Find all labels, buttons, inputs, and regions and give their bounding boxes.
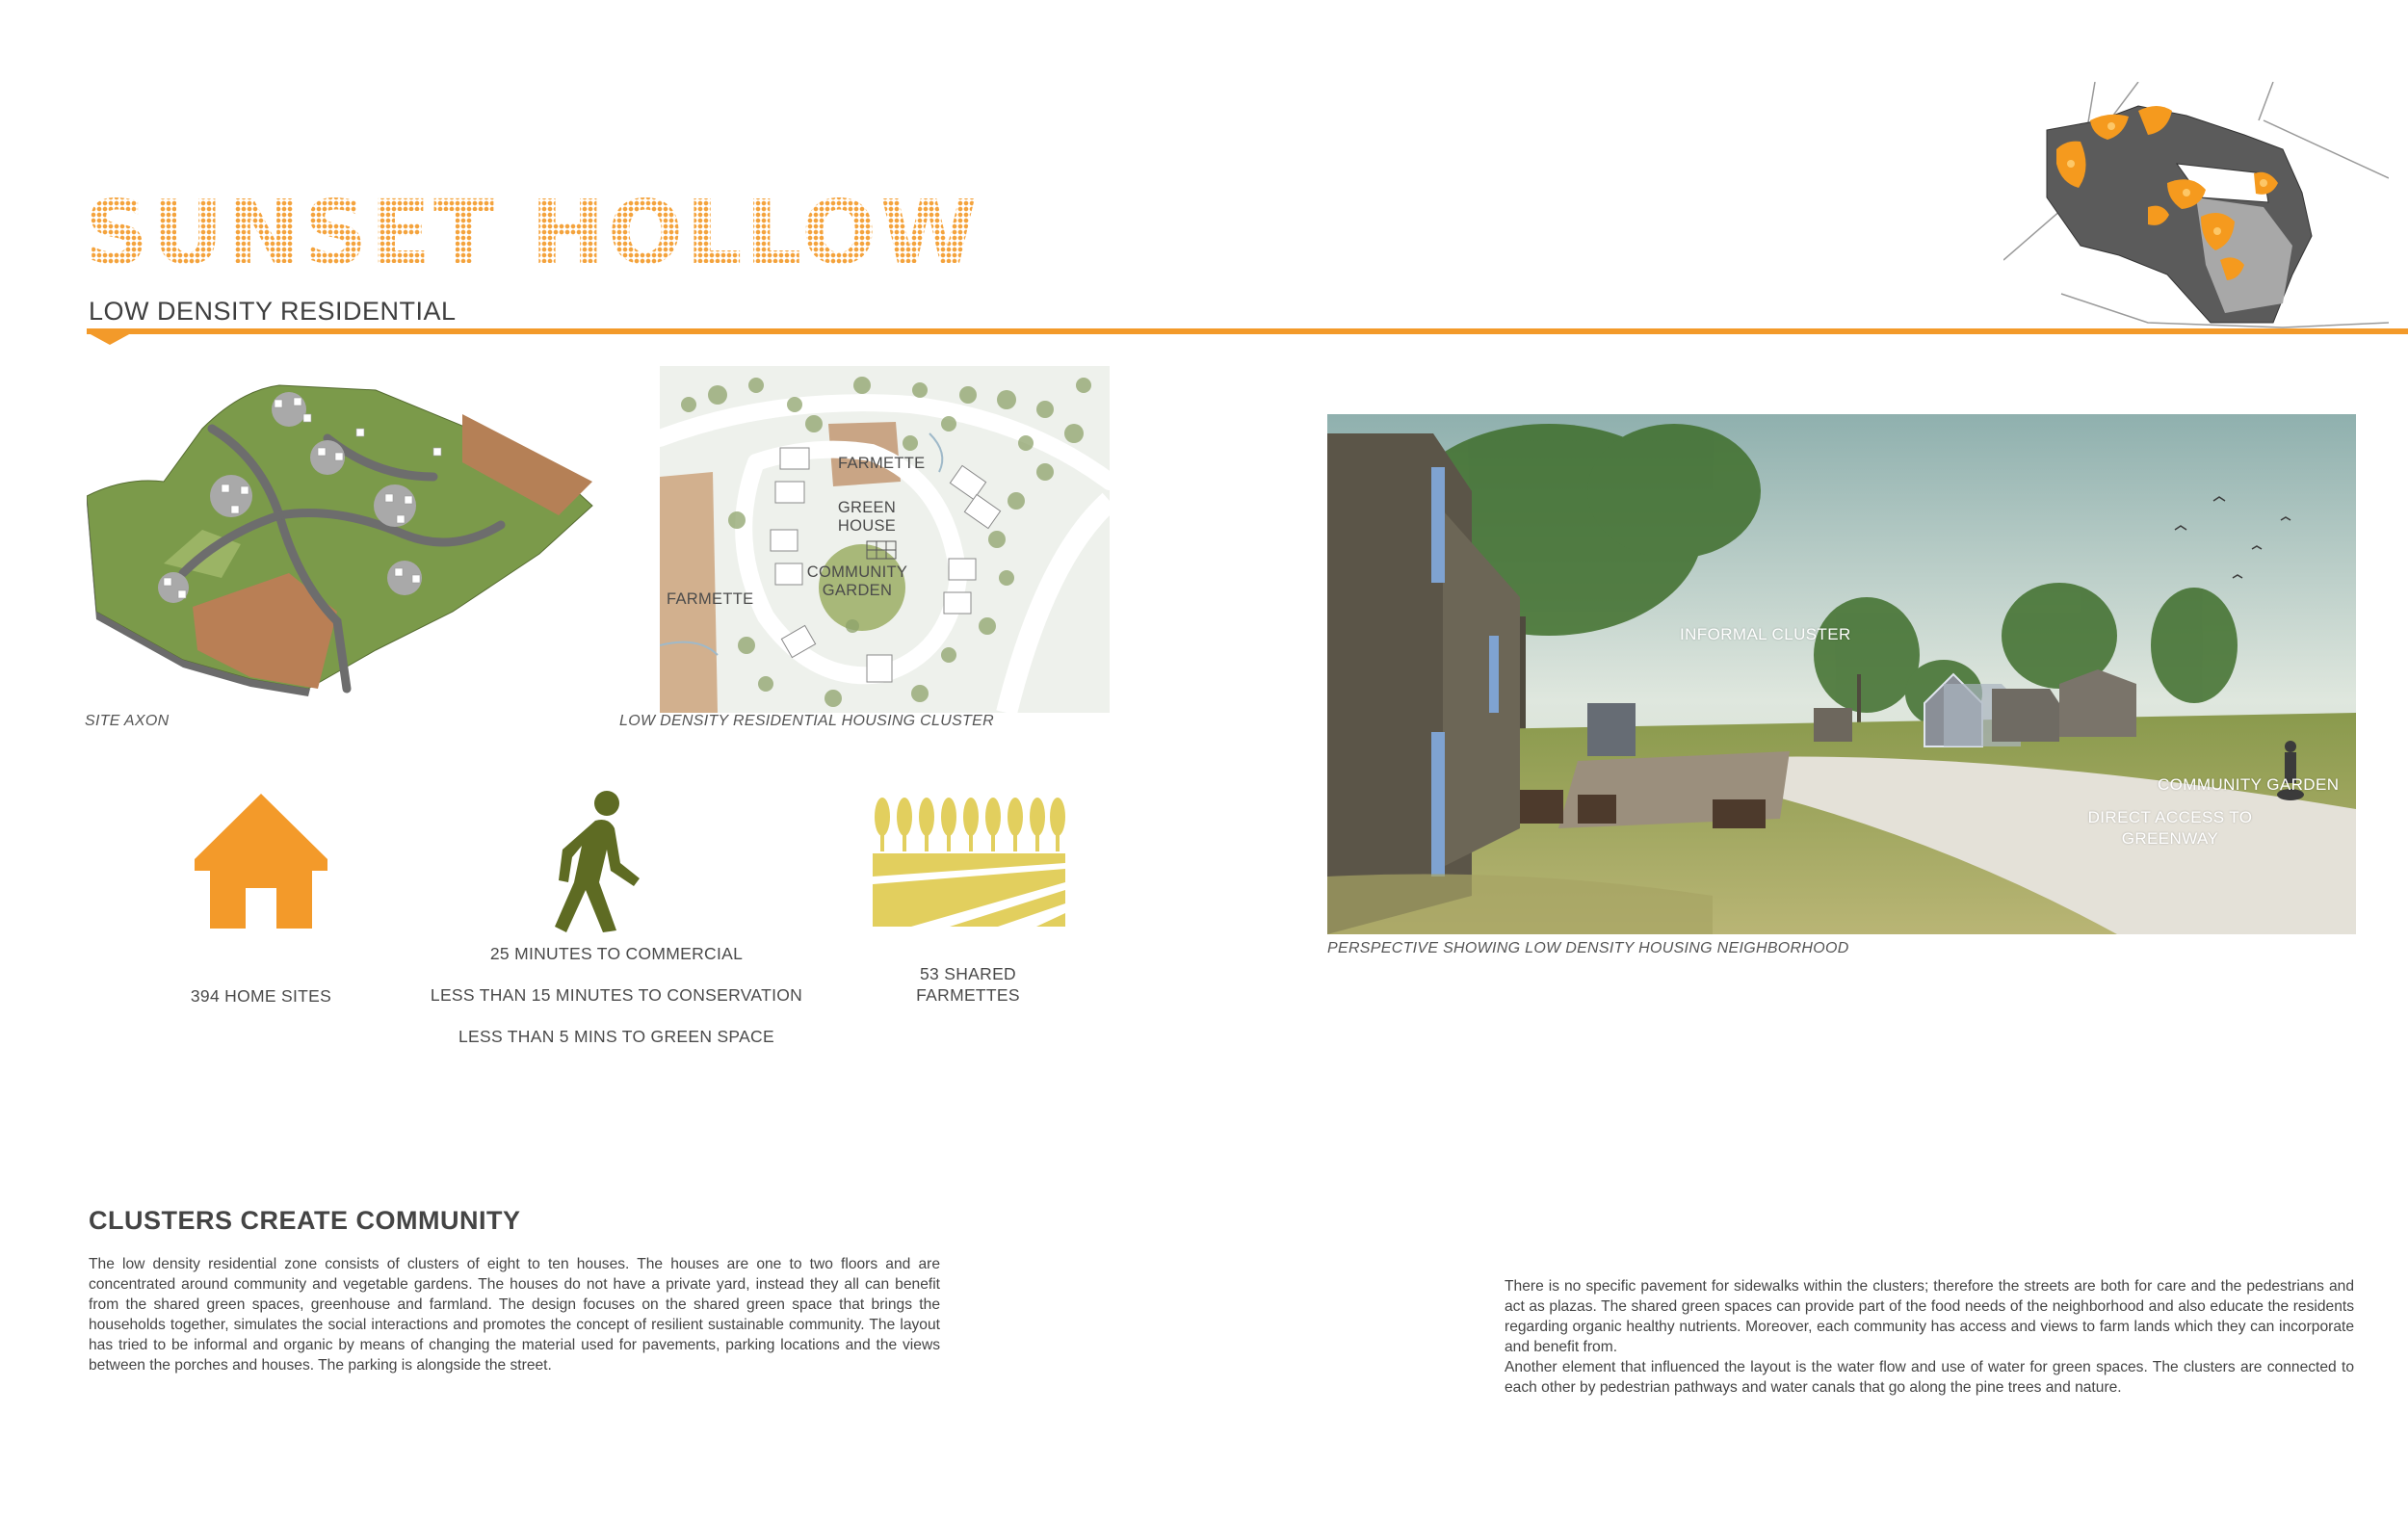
page-subtitle: LOW DENSITY RESIDENTIAL — [89, 297, 457, 326]
stat-home-sites: 394 HOME SITES — [190, 986, 332, 1006]
section-paragraph-left: The low density residential zone consists of clusters of eight to ten houses. The houses are one to two floors and are concentrated around community and vegetable gardens. The houses do not have a private yard, instead they all can benefit from the shared green spaces, greenhouse and farmland. The design focuses on the shared green space that brings the households together, simulates the social interactions and promotes the concept of resilient sustainable community. The layout has tried to be informal and organic by means of changing the material used for pavements, parking locations and the views between the porches and houses. The parking is alongside the street. — [89, 1256, 940, 1374]
stat-farmettes-line1: 53 SHARED — [920, 964, 1016, 983]
site-axon-image — [87, 371, 597, 698]
farm-field-icon — [873, 796, 1065, 927]
cluster-plan-image — [660, 366, 1110, 713]
section-paragraph-right — [1505, 1276, 2354, 1398]
walking-person-icon — [553, 790, 643, 932]
perspective-label-informal-cluster: INFORMAL CLUSTER — [1680, 625, 1851, 643]
site-axon-caption: SITE AXON — [85, 713, 170, 729]
stat-walk-commercial: 25 MINUTES TO COMMERCIAL — [489, 944, 744, 963]
cluster-label-community-garden — [799, 563, 915, 600]
perspective-label-community-garden: COMMUNITY GARDEN — [2158, 775, 2340, 794]
page-title: SUNSET HOLLOW — [85, 181, 981, 284]
cluster-label-farmette-left: FARMETTE — [667, 590, 754, 608]
perspective-caption: PERSPECTIVE SHOWING LOW DENSITY HOUSING NEIGHBORHOOD — [1327, 940, 1849, 956]
section-paragraph-right-1: There is no specific pavement for sidewalks within the clusters; therefore the streets are both for care and the pedestrians and act as plazas. The shared green spaces can provide part of the food needs of the neighborhood and also educate the residents regarding organic healthy nutrients. Moreover, each community has access and views to farm lands which they can incorporate and benefit from. — [1505, 1278, 2354, 1355]
cluster-label-farmette-top: FARMETTE — [838, 455, 926, 472]
cluster-label-green-house — [828, 499, 905, 536]
perspective-label-direct-access-line2: GREENWAY — [2121, 829, 2219, 848]
cluster-label-community-line2: GARDEN — [822, 582, 893, 599]
perspective-label-direct-access-line1: DIRECT ACCESS TO — [2087, 808, 2253, 826]
section-paragraph-right-2: Another element that influenced the layout is the water flow and use of water for green spaces. The clusters are connected to each other by pedestrian pathways and water canals that go along the pine trees and nature. — [1505, 1359, 2354, 1396]
house-icon — [193, 792, 329, 929]
cluster-caption: LOW DENSITY RESIDENTIAL HOUSING CLUSTER — [619, 713, 994, 729]
cluster-label-community-line1: COMMUNITY — [806, 563, 908, 581]
key-map — [2003, 82, 2389, 332]
stat-farmettes — [848, 963, 1088, 1006]
section-heading: CLUSTERS CREATE COMMUNITY — [89, 1206, 521, 1235]
cluster-label-green-house-line2: HOUSE — [837, 517, 897, 535]
perspective-label-direct-access — [2079, 807, 2262, 850]
header-divider-tab — [89, 333, 131, 345]
stat-walk-green-space: LESS THAN 5 MINS TO GREEN SPACE — [458, 1027, 774, 1046]
perspective-image — [1327, 414, 2356, 934]
cluster-label-green-house-line1: GREEN — [837, 499, 897, 516]
stat-farmettes-line2: FARMETTES — [916, 985, 1020, 1005]
stat-walk-conservation: LESS THAN 15 MINUTES TO CONSERVATION — [430, 985, 803, 1005]
